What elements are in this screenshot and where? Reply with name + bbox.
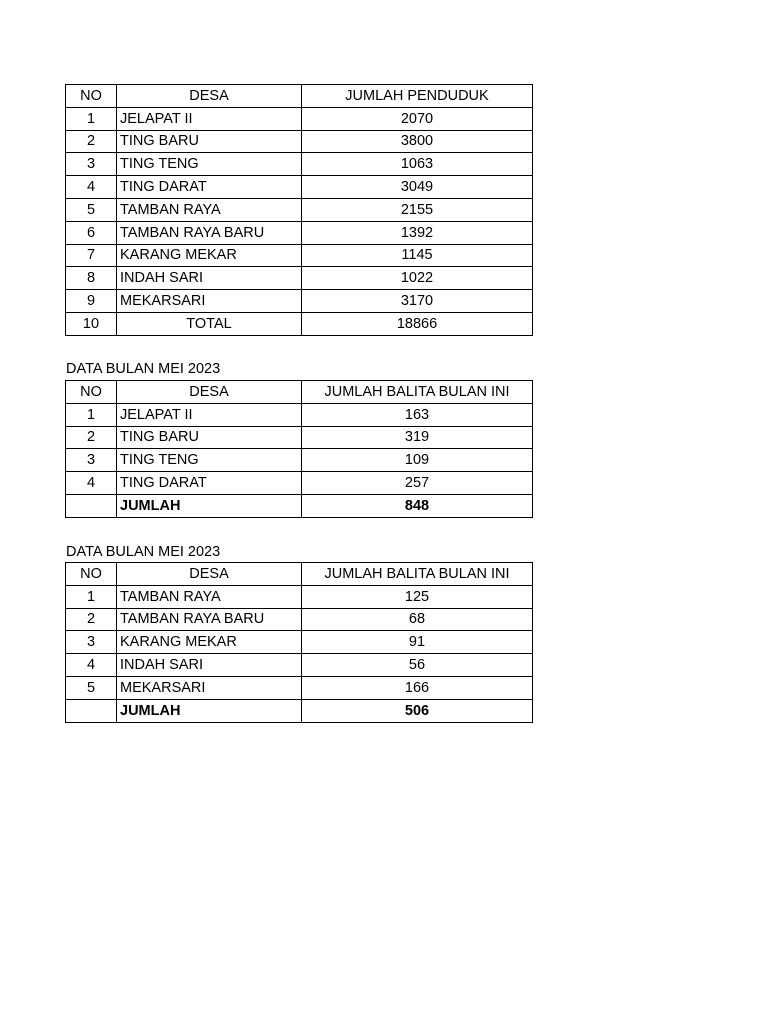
header-cell-jumlah-penduduk[interactable]: JUMLAH PENDUDUK xyxy=(302,85,533,108)
cell-value[interactable]: 3170 xyxy=(302,290,533,313)
table-row xyxy=(66,290,533,313)
cell-desa[interactable]: TING TENG xyxy=(117,153,302,176)
cell-no[interactable]: 4 xyxy=(66,176,117,199)
cell-value[interactable]: 56 xyxy=(302,654,533,677)
cell-desa[interactable]: KARANG MEKAR xyxy=(117,631,302,654)
cell-no[interactable]: 6 xyxy=(66,221,117,244)
cell-no[interactable]: 4 xyxy=(66,654,117,677)
cell-desa[interactable]: TAMBAN RAYA BARU xyxy=(117,221,302,244)
cell-no[interactable]: 3 xyxy=(66,631,117,654)
table-row xyxy=(66,426,533,449)
cell-value[interactable]: 2070 xyxy=(302,107,533,130)
cell-desa[interactable]: TING BARU xyxy=(117,130,302,153)
cell-desa[interactable]: TING BARU xyxy=(117,426,302,449)
cell-no[interactable]: 2 xyxy=(66,426,117,449)
cell-no[interactable]: 3 xyxy=(66,449,117,472)
cell-desa[interactable]: JELAPAT II xyxy=(117,403,302,426)
header-cell-jumlah-balita[interactable]: JUMLAH BALITA BULAN INI xyxy=(302,563,533,586)
header-cell-desa[interactable]: DESA xyxy=(117,381,302,404)
cell-desa[interactable]: INDAH SARI xyxy=(117,654,302,677)
table-row xyxy=(66,176,533,199)
table-row xyxy=(66,107,533,130)
cell-value[interactable]: 1145 xyxy=(302,244,533,267)
cell-total-value[interactable]: 848 xyxy=(302,494,533,517)
cell-total-value[interactable]: 506 xyxy=(302,699,533,722)
table-row xyxy=(66,130,533,153)
cell-desa[interactable]: TING TENG xyxy=(117,449,302,472)
cell-no-empty[interactable] xyxy=(66,699,117,722)
header-cell-desa[interactable]: DESA xyxy=(117,85,302,108)
table-row xyxy=(66,403,533,426)
cell-desa[interactable]: TING DARAT xyxy=(117,176,302,199)
cell-value[interactable]: 163 xyxy=(302,403,533,426)
cell-value[interactable]: 125 xyxy=(302,585,533,608)
cell-no-empty[interactable] xyxy=(66,494,117,517)
cell-total-label[interactable]: JUMLAH xyxy=(117,699,302,722)
cell-desa[interactable]: MEKARSARI xyxy=(117,290,302,313)
table-row xyxy=(66,631,533,654)
total-row xyxy=(66,494,533,517)
table-header-row xyxy=(66,563,533,586)
table-caption[interactable]: DATA BULAN MEI 2023 xyxy=(66,544,221,560)
table-header-row xyxy=(66,381,533,404)
header-cell-no[interactable]: NO xyxy=(66,85,117,108)
cell-value[interactable]: 109 xyxy=(302,449,533,472)
toddler-table-2 xyxy=(65,562,533,723)
header-cell-desa[interactable]: DESA xyxy=(117,563,302,586)
toddler-table-1 xyxy=(65,380,533,518)
cell-no[interactable]: 8 xyxy=(66,267,117,290)
cell-desa[interactable]: TAMBAN RAYA xyxy=(117,585,302,608)
cell-desa[interactable]: MEKARSARI xyxy=(117,676,302,699)
table-row xyxy=(66,244,533,267)
table-row xyxy=(66,449,533,472)
cell-desa[interactable]: TAMBAN RAYA xyxy=(117,198,302,221)
cell-value[interactable]: 166 xyxy=(302,676,533,699)
cell-total-label[interactable]: TOTAL xyxy=(117,312,302,335)
total-row xyxy=(66,699,533,722)
cell-value[interactable]: 1022 xyxy=(302,267,533,290)
cell-no[interactable]: 1 xyxy=(66,403,117,426)
table-row xyxy=(66,608,533,631)
cell-no[interactable]: 5 xyxy=(66,676,117,699)
cell-no[interactable]: 10 xyxy=(66,312,117,335)
table-row xyxy=(66,472,533,495)
cell-value[interactable]: 3049 xyxy=(302,176,533,199)
cell-desa[interactable]: TING DARAT xyxy=(117,472,302,495)
cell-no[interactable]: 2 xyxy=(66,608,117,631)
table-row xyxy=(66,676,533,699)
cell-desa[interactable]: INDAH SARI xyxy=(117,267,302,290)
cell-value[interactable]: 1063 xyxy=(302,153,533,176)
cell-value[interactable]: 3800 xyxy=(302,130,533,153)
cell-no[interactable]: 2 xyxy=(66,130,117,153)
cell-desa[interactable]: JELAPAT II xyxy=(117,107,302,130)
cell-no[interactable]: 5 xyxy=(66,198,117,221)
cell-value[interactable]: 68 xyxy=(302,608,533,631)
table-header-row xyxy=(66,85,533,108)
cell-total-value[interactable]: 18866 xyxy=(302,312,533,335)
header-cell-jumlah-balita[interactable]: JUMLAH BALITA BULAN INI xyxy=(302,381,533,404)
population-table xyxy=(65,84,533,336)
cell-value[interactable]: 2155 xyxy=(302,198,533,221)
cell-no[interactable]: 4 xyxy=(66,472,117,495)
table-row xyxy=(66,267,533,290)
cell-desa[interactable]: TAMBAN RAYA BARU xyxy=(117,608,302,631)
header-cell-no[interactable]: NO xyxy=(66,563,117,586)
table-row xyxy=(66,654,533,677)
total-row xyxy=(66,312,533,335)
cell-value[interactable]: 91 xyxy=(302,631,533,654)
cell-no[interactable]: 7 xyxy=(66,244,117,267)
cell-total-label[interactable]: JUMLAH xyxy=(117,494,302,517)
table-row xyxy=(66,153,533,176)
table-caption[interactable]: DATA BULAN MEI 2023 xyxy=(66,361,221,377)
cell-value[interactable]: 257 xyxy=(302,472,533,495)
cell-value[interactable]: 319 xyxy=(302,426,533,449)
table-row xyxy=(66,585,533,608)
table-row xyxy=(66,221,533,244)
header-cell-no[interactable]: NO xyxy=(66,381,117,404)
cell-no[interactable]: 1 xyxy=(66,585,117,608)
cell-no[interactable]: 9 xyxy=(66,290,117,313)
cell-value[interactable]: 1392 xyxy=(302,221,533,244)
cell-no[interactable]: 1 xyxy=(66,107,117,130)
cell-no[interactable]: 3 xyxy=(66,153,117,176)
cell-desa[interactable]: KARANG MEKAR xyxy=(117,244,302,267)
table-row xyxy=(66,198,533,221)
